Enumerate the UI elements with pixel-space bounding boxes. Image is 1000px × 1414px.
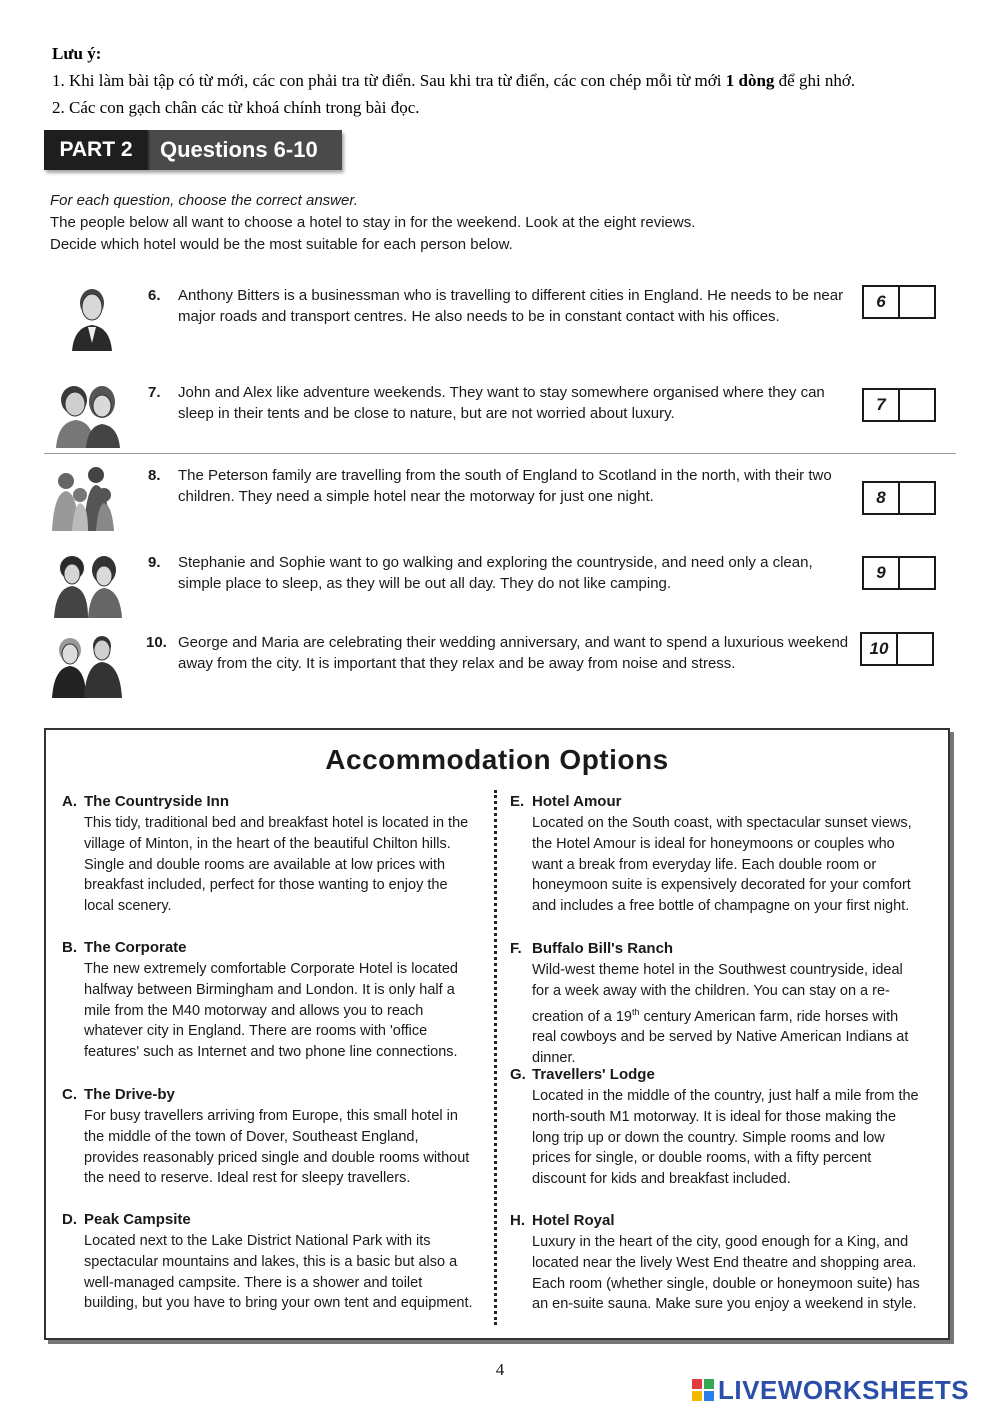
- option-text: Wild-west theme hotel in the Southwest countryside, ideal for a week away with the children. You can stay on a re-creation of a 19th century American farm, ride horses with real cowboys and be served by Native American Indians at dinner.: [532, 962, 909, 1067]
- option-heading: D. Peak Campsite: [62, 1211, 191, 1228]
- question-number: 6.: [148, 287, 161, 304]
- answer-box-8[interactable]: [862, 481, 936, 515]
- answer-box-9[interactable]: [862, 556, 936, 590]
- option-e: [510, 791, 922, 917]
- businessman-illustration: [44, 285, 128, 351]
- answer-input[interactable]: [900, 287, 934, 317]
- option-heading: A. The Countryside Inn: [62, 793, 230, 810]
- instruction-line-1: For each question, choose the correct answer.: [50, 192, 358, 209]
- option-text: The new extremely comfortable Corporate Hotel is located halfway between Birmingham and London. It is only half a mile from the M40 motorway and allows you to reach whatever city in England. There are rooms with 'office features' such as Internet and two phone line connections.: [84, 961, 458, 1061]
- note-section: [52, 40, 972, 121]
- family-illustration: [44, 465, 128, 531]
- accommodation-title: Accommodation Options: [325, 744, 669, 775]
- option-b: [62, 937, 474, 1063]
- couple-illustration: [44, 382, 128, 448]
- page-number: 4: [495, 1360, 505, 1379]
- option-heading: G. Travellers' Lodge: [510, 1066, 655, 1083]
- answer-box-number: 9: [864, 558, 900, 588]
- option-heading: F. Buffalo Bill's Ranch: [510, 940, 674, 957]
- question-text: George and Maria are celebrating their wedding anniversary, and want to spend a luxurious weekend away from the city. It is important that they relax and be away from noise and stress.: [178, 634, 849, 672]
- question-text: Anthony Bitters is a businessman who is travelling to different cities in England. He needs to be near major roads and transport centres. He also needs to be in constant contact with his offices.: [178, 287, 844, 325]
- option-g: [510, 1064, 922, 1190]
- two-girls-illustration: [44, 552, 128, 618]
- question-number: 7.: [148, 384, 161, 401]
- option-f: [510, 938, 922, 1069]
- part-label: PART 2: [44, 130, 148, 170]
- brand-name: LIVEWORKSHEETS: [718, 1374, 970, 1405]
- option-text: For busy travellers arriving from Europe, this small hotel in the middle of the town of Dover, Southeast England, provides reasonably priced single and double rooms without the need to reserve. Ideal rest for sleepy travellers.: [84, 1108, 470, 1187]
- question-7: [44, 382, 944, 452]
- instruction-line-2: The people below all want to choose a hotel to stay in for the weekend. Look at the eight reviews.: [50, 214, 696, 231]
- question-text: John and Alex like adventure weekends. They want to stay somewhere organised where they can sleep in their tents and be close to nature, but are not worried about luxury.: [178, 384, 825, 422]
- answer-box-6[interactable]: [862, 285, 936, 319]
- option-heading: E. Hotel Amour: [510, 793, 622, 810]
- answer-box-number: 7: [864, 390, 900, 420]
- option-text: Located next to the Lake District National Park with its spectacular mountains and lakes, this is a basic but also a well-managed campsite. There is a shower and toilet building, but you have to bring your own tent and equipment.: [84, 1233, 473, 1312]
- answer-box-number: 8: [864, 483, 900, 513]
- question-number: 9.: [148, 554, 161, 571]
- note-line-1: 1. Khi làm bài tập có từ mới, các con phải tra từ điển. Sau khi tra từ điển, các con chép mỗi từ mới 1 dòng để ghi nhớ.: [52, 71, 856, 90]
- question-text: The Peterson family are travelling from the south of England to Scotland in the north, with their two children. They need a simple hotel near the motorway for just one night.: [178, 467, 832, 505]
- answer-box-7[interactable]: [862, 388, 936, 422]
- instruction-line-3: Decide which hotel would be the most suitable for each person below.: [50, 236, 513, 253]
- question-number: 10.: [146, 634, 167, 651]
- answer-box-10[interactable]: [860, 632, 934, 666]
- option-text: Located on the South coast, with spectacular sunset views, the Hotel Amour is ideal for honeymoons or couples who want a break from everyday life. Each double room or honeymoon suite is expensively decorated for your comfort and includes a free bottle of champagne on your first night.: [532, 815, 912, 915]
- question-8: [44, 465, 944, 535]
- couple-celebrating-illustration: [44, 632, 128, 698]
- option-d: [62, 1209, 474, 1314]
- note-title: Lưu ý:: [52, 44, 102, 63]
- questions-label: Questions 6-10: [150, 130, 342, 170]
- option-text: Located in the middle of the country, just half a mile from the north-south M1 motorway. It is ideal for those making the long trip up or down the country. Simple rooms and low prices for single, or double rooms, with a fifty percent discount for kids and breakfast included.: [532, 1088, 919, 1188]
- option-text: Luxury in the heart of the city, good enough for a King, and located near the lively West End theatre and shopping area. Each room (whether single, double or honeymoon suite) has an en-suite sauna. Make sure you enjoy a weekend in style.: [532, 1234, 920, 1313]
- question-6: [44, 285, 944, 355]
- column-divider: [494, 790, 497, 1325]
- answer-box-number: 6: [864, 287, 900, 317]
- instructions: [50, 190, 950, 256]
- question-9: [44, 552, 944, 622]
- option-a: [62, 791, 474, 917]
- option-heading: H. Hotel Royal: [510, 1212, 615, 1229]
- question-10: [44, 632, 944, 702]
- option-c: [62, 1084, 474, 1189]
- answer-input[interactable]: [900, 390, 934, 420]
- answer-box-number: 10: [862, 634, 898, 664]
- option-heading: B. The Corporate: [62, 939, 187, 956]
- answer-input[interactable]: [900, 558, 934, 588]
- liveworksheets-logo[interactable]: [692, 1376, 969, 1404]
- option-h: [510, 1210, 922, 1315]
- answer-input[interactable]: [900, 483, 934, 513]
- divider-line: [44, 453, 956, 454]
- question-text: Stephanie and Sophie want to go walking and exploring the countryside, and need only a clean, simple place to sleep, as they will be out all day. They do not like camping.: [178, 554, 813, 592]
- question-number: 8.: [148, 467, 161, 484]
- option-heading: C. The Drive-by: [62, 1086, 175, 1103]
- liveworksheets-icon: [692, 1379, 714, 1401]
- option-text: This tidy, traditional bed and breakfast hotel is located in the village of Minton, in the heart of the beautiful Chilton hills. Single and double rooms are available at low prices with breakfast included, perfect for those wanting to enjoy the local scenery.: [84, 815, 469, 915]
- note-line-2: 2. Các con gạch chân các từ khoá chính trong bài đọc.: [52, 98, 420, 117]
- answer-input[interactable]: [898, 634, 932, 664]
